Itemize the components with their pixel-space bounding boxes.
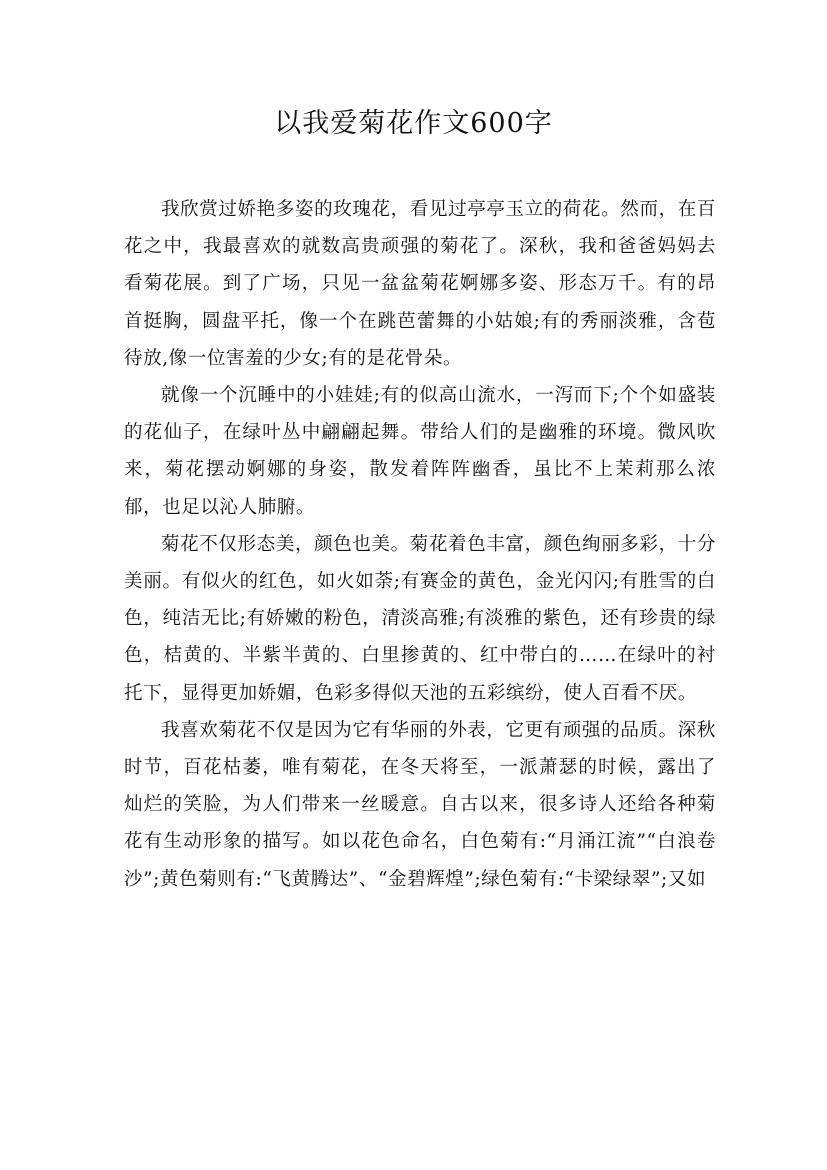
document-title: 以我爱菊花作文600字 [274,108,553,139]
document-body [124,191,716,898]
paragraph-1: 我欣赏过娇艳多姿的玫瑰花，看见过亭亭玉立的荷花。然而，在百花之中，我最喜欢的就数高贵顽强的菊花了。深秋，我和爸爸妈妈去看菊花展。到了广场，只见一盆盆菊花婀娜多姿、形态万千。有的昂首挺胸，圆盘平托，像一个在跳芭蕾舞的小姑娘;有的秀丽淡雅，含苞待放,像一位害羞的少女;有的是花骨朵。 [124,199,716,369]
paragraph-2: 就像一个沉睡中的小娃娃;有的似高山流水，一泻而下;个个如盛装的花仙子，在绿叶丛中翩翩起舞。带给人们的是幽雅的环境。微风吹来，菊花摆动婀娜的身姿，散发着阵阵幽香，虽比不上茉莉那么浓郁，也足以沁人肺腑。 [124,385,716,518]
paragraph-3: 菊花不仅形态美，颜色也美。菊花着色丰富，颜色绚丽多彩，十分美丽。有似火的红色，如火如荼;有赛金的黄色，金光闪闪;有胜雪的白色，纯洁无比;有娇嫩的粉色，清淡高雅;有淡雅的紫色，还有珍贵的绿色，桔黄的、半紫半黄的、白里掺黄的、红中带白的……在绿叶的衬托下，显得更加娇媚，色彩多得似天池的五彩缤纷，使人百看不厌。 [124,533,716,704]
paragraph-4: 我喜欢菊花不仅是因为它有华丽的外表，它更有顽强的品质。深秋时节，百花枯萎，唯有菊花，在冬天将至，一派萧瑟的时候，露出了灿烂的笑脸，为人们带来一丝暖意。自古以来，很多诗人还给各种菊花有生动形象的描写。如以花色命名，白色菊有:“月涌江流”“白浪卷沙”;黄色菊则有:“飞黄腾达”、“金碧辉煌”;绿色菊有:“卡梁绿翠”;又如 [124,719,716,890]
